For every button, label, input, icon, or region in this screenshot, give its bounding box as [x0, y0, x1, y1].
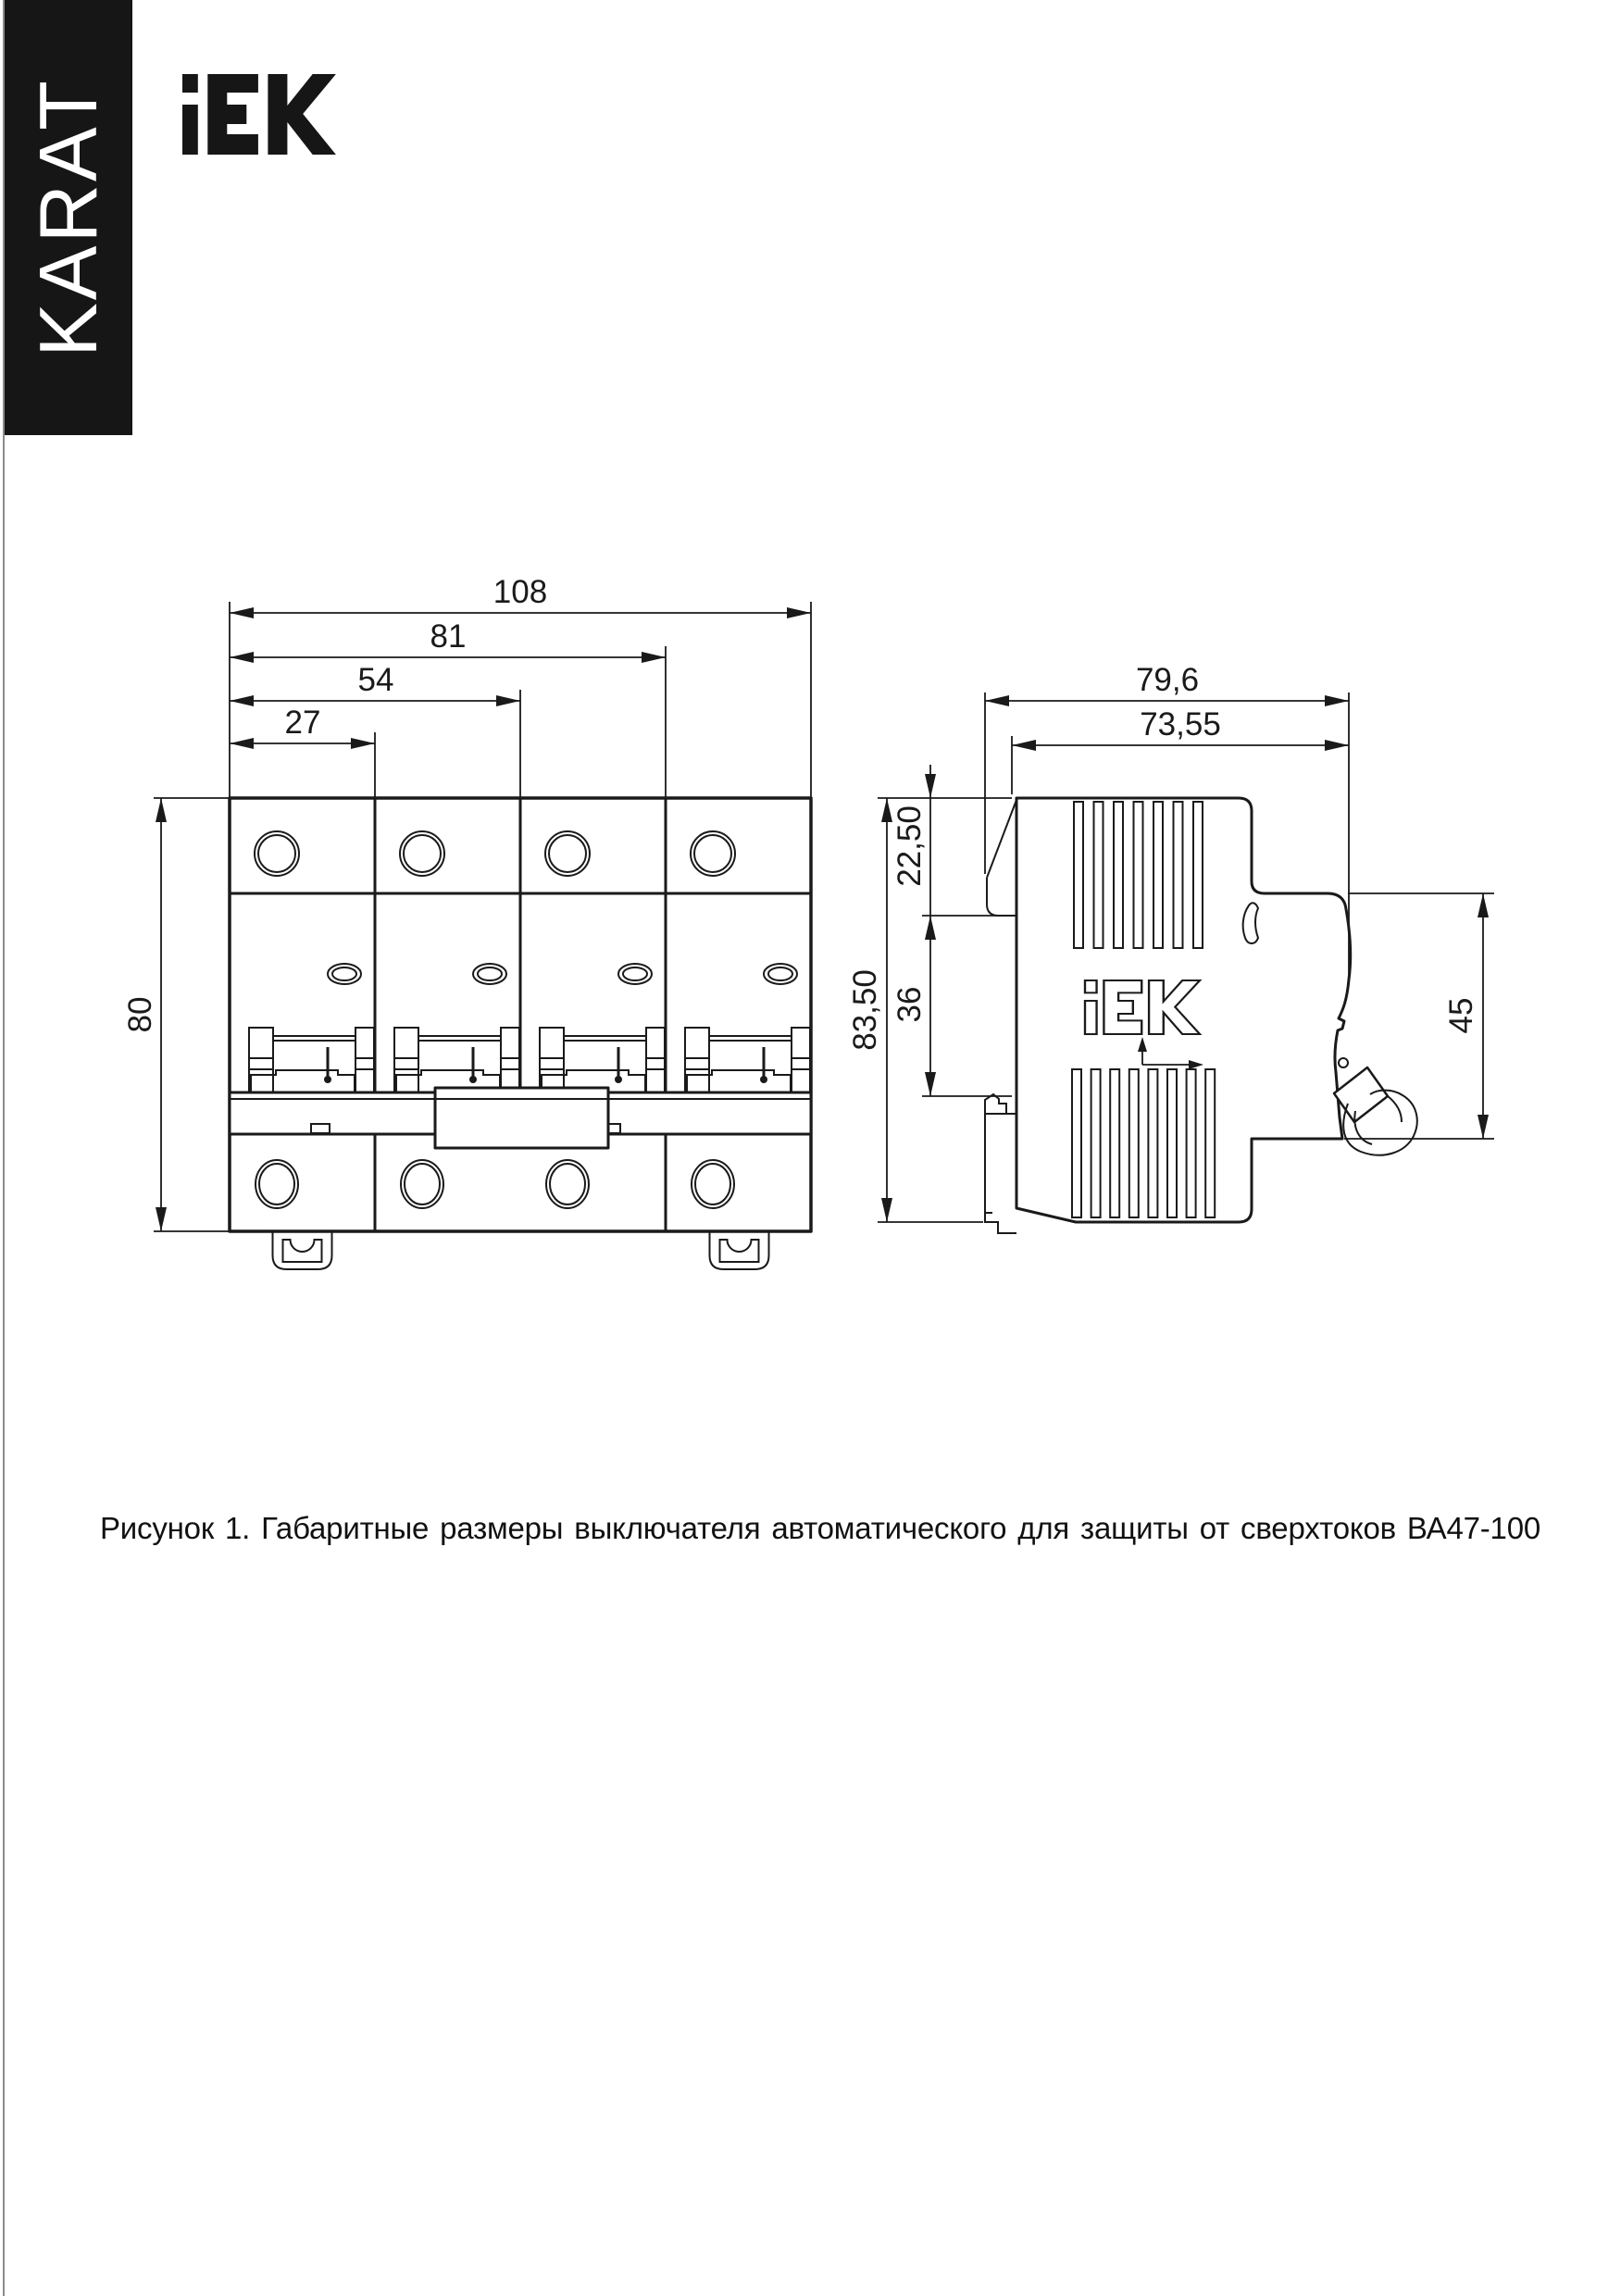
dim-label-83-50: 83,50 [847, 969, 883, 1051]
front-view [230, 798, 811, 1269]
iek-logo [182, 74, 336, 155]
figure-caption: Рисунок 1. Габаритные размеры выключателя автоматического для защиты от сверхтоков ВА47-100 [100, 1511, 1541, 1545]
dim-label-54: 54 [357, 662, 394, 698]
dim-label-27: 27 [284, 705, 321, 741]
dim-label-22-50: 22,50 [892, 805, 928, 887]
dim-label-73-55: 73,55 [1140, 706, 1221, 742]
front-central-cover-plate [435, 1088, 608, 1148]
side-pivot-hole [1339, 1058, 1348, 1067]
karat-label: KARAT [22, 78, 115, 357]
dim-label-45: 45 [1443, 997, 1479, 1034]
side-toggle-handle [1334, 1067, 1417, 1155]
dim-label-108: 108 [493, 574, 548, 610]
side-view [985, 798, 1417, 1233]
dim-label-81: 81 [430, 618, 467, 655]
dim-label-36: 36 [892, 986, 928, 1023]
front-din-clips [273, 1231, 769, 1269]
dim-label-80: 80 [122, 996, 158, 1033]
dim-label-79-6: 79,6 [1135, 662, 1200, 698]
side-din-rail-details [985, 800, 1016, 1233]
